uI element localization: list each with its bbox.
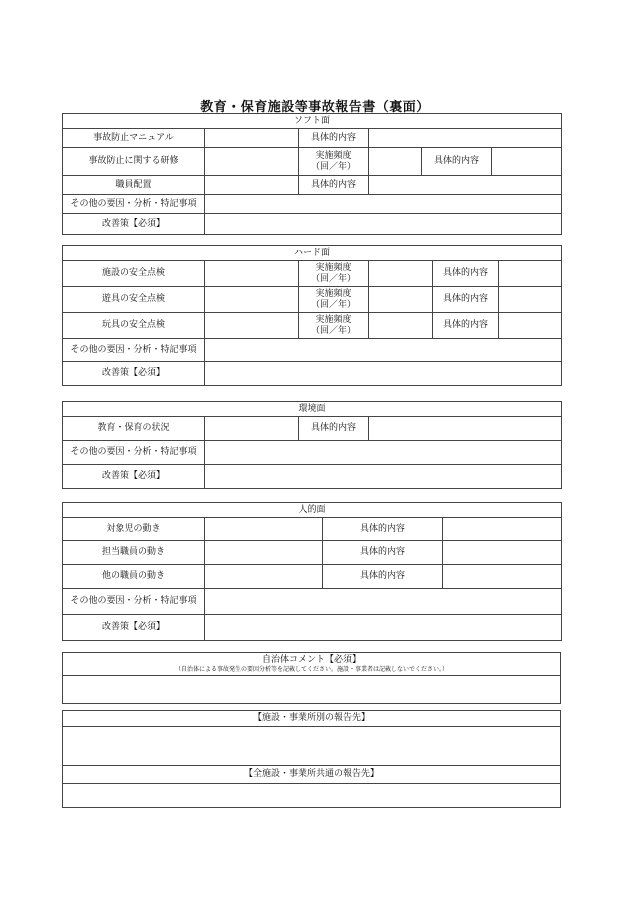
human-other-label: その他の要因・分析・特記事項: [63, 589, 205, 615]
hard-section: [62, 245, 562, 386]
municipal-header: [63, 653, 561, 676]
env-header: 環境面: [63, 402, 562, 417]
staff-label: 職員配置: [63, 176, 205, 195]
staff-detail-field[interactable]: [369, 176, 562, 195]
training-field[interactable]: [205, 148, 299, 176]
municipal-section: [62, 652, 561, 704]
hard-detail-field[interactable]: [499, 287, 562, 313]
human-detail-field[interactable]: [443, 565, 562, 589]
hard-improve-field[interactable]: [205, 362, 562, 386]
hard-detail-field[interactable]: [499, 261, 562, 287]
hard-detail-label: 具体的内容: [433, 287, 499, 313]
freq-label-line2: （回／年）: [310, 325, 356, 336]
hard-freq-label: [299, 261, 369, 287]
human-detail-field[interactable]: [443, 541, 562, 565]
manual-detail-field[interactable]: [369, 129, 562, 148]
training-freq-label: [299, 148, 369, 176]
report-individual-header: 【施設・事業所別の報告先】: [63, 711, 561, 727]
human-improve-label: 改善策【必須】: [63, 615, 205, 641]
freq-label-line1: 実施頻度: [315, 288, 352, 299]
env-detail-label: 具体的内容: [299, 417, 369, 441]
staff-field[interactable]: [205, 176, 299, 195]
report-common-field[interactable]: [63, 784, 561, 808]
env-other-field[interactable]: [205, 441, 562, 465]
manual-label: 事故防止マニュアル: [63, 129, 205, 148]
soft-improve-field[interactable]: [205, 214, 562, 235]
hard-row-label: 施設の安全点検: [63, 261, 205, 287]
manual-detail-label: 具体的内容: [299, 129, 369, 148]
hard-freq-label: [299, 313, 369, 339]
training-label: 事故防止に関する研修: [63, 148, 205, 176]
human-row-label: 他の職員の動き: [63, 565, 205, 589]
soft-improve-label: 改善策【必須】: [63, 214, 205, 235]
municipal-comment-field[interactable]: [63, 676, 561, 704]
hard-row-label: 遊具の安全点検: [63, 287, 205, 313]
hard-header: ハード面: [63, 246, 562, 261]
human-row-field[interactable]: [205, 541, 323, 565]
hard-row-field[interactable]: [205, 261, 299, 287]
soft-section: [62, 113, 562, 235]
human-improve-field[interactable]: [205, 615, 562, 641]
hard-freq-field[interactable]: [369, 313, 433, 339]
page-title: 教育・保育施設等事故報告書（裏面）: [200, 100, 430, 115]
hard-detail-label: 具体的内容: [433, 261, 499, 287]
hard-improve-label: 改善策【必須】: [63, 362, 205, 386]
hard-other-field[interactable]: [205, 339, 562, 362]
situation-field[interactable]: [205, 417, 299, 441]
freq-label-line1: 実施頻度: [315, 314, 352, 325]
situation-label: 教育・保育の状況: [63, 417, 205, 441]
hard-other-label: その他の要因・分析・特記事項: [63, 339, 205, 362]
human-row-field[interactable]: [205, 565, 323, 589]
human-detail-label: 具体的内容: [323, 518, 443, 541]
hard-freq-label: [299, 287, 369, 313]
human-header: 人的面: [63, 503, 562, 518]
soft-other-field[interactable]: [205, 195, 562, 214]
human-detail-label: 具体的内容: [323, 541, 443, 565]
human-row-field[interactable]: [205, 518, 323, 541]
hard-row-field[interactable]: [205, 287, 299, 313]
human-detail-label: 具体的内容: [323, 565, 443, 589]
freq-label-line1: 実施頻度: [315, 150, 352, 161]
hard-detail-label: 具体的内容: [433, 313, 499, 339]
env-detail-field[interactable]: [369, 417, 562, 441]
staff-detail-label: 具体的内容: [299, 176, 369, 195]
soft-other-label: その他の要因・分析・特記事項: [63, 195, 205, 214]
training-freq-field[interactable]: [369, 148, 422, 176]
manual-field[interactable]: [205, 129, 299, 148]
training-detail-label: 具体的内容: [422, 148, 492, 176]
env-other-label: その他の要因・分析・特記事項: [63, 441, 205, 465]
env-section: [62, 401, 562, 489]
freq-label-line2: （回／年）: [310, 299, 356, 310]
report-individual-field[interactable]: [63, 727, 561, 766]
training-detail-field[interactable]: [492, 148, 562, 176]
hard-freq-field[interactable]: [369, 261, 433, 287]
human-detail-field[interactable]: [443, 518, 562, 541]
env-improve-label: 改善策【必須】: [63, 465, 205, 489]
hard-row-field[interactable]: [205, 313, 299, 339]
soft-header: ソフト面: [63, 114, 562, 129]
report-common-header: 【全施設・事業所共通の報告先】: [63, 766, 561, 784]
human-other-field[interactable]: [205, 589, 562, 615]
report-section: [62, 710, 561, 808]
municipal-title: 自治体コメント【必須】: [261, 654, 361, 665]
freq-label-line1: 実施頻度: [315, 262, 352, 273]
human-row-label: 担当職員の動き: [63, 541, 205, 565]
freq-label-line2: （回／年）: [310, 161, 356, 172]
hard-row-label: 玩具の安全点検: [63, 313, 205, 339]
human-row-label: 対象児の動き: [63, 518, 205, 541]
hard-freq-field[interactable]: [369, 287, 433, 313]
human-section: [62, 502, 562, 641]
freq-label-line2: （回／年）: [310, 273, 356, 284]
municipal-note: （自治体による事故発生の要因分析等を記載してください。施設・事業者は記載しないでください。）: [174, 665, 448, 673]
hard-detail-field[interactable]: [499, 313, 562, 339]
env-improve-field[interactable]: [205, 465, 562, 489]
